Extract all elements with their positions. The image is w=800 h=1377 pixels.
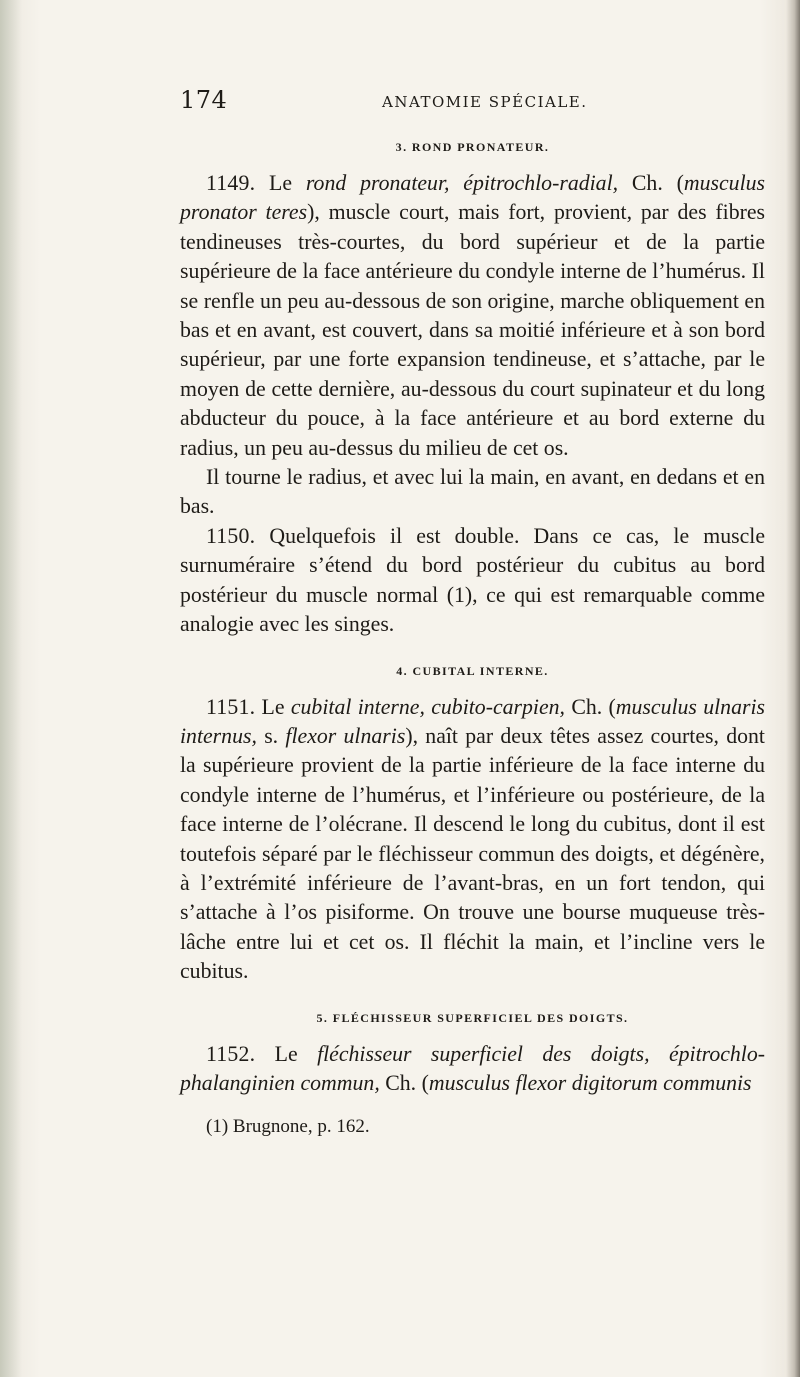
paragraph-action: Il tourne le radius, et avec lui la main, en avant, en dedans et en bas. (180, 465, 765, 519)
page-body (180, 140, 765, 1138)
page-left-shadow (0, 0, 22, 1377)
paragraph-number: 1151. (206, 694, 256, 719)
section-title-flechisseur-superficiel: 5. FLÉCHISSEUR SUPERFICIEL DES DOIGTS. (316, 1010, 629, 1025)
muscle-name-italic: rond pronateur, épitrochlo-radial, (305, 171, 619, 195)
latin-synonym-italic: flexor ulnaris (285, 723, 406, 748)
muscle-name-italic: cubital interne, cubito-carpien, (290, 694, 565, 719)
latin-name-italic: musculus pronator teres (180, 171, 766, 225)
paragraph-1152: 1152. Le fléchisseur superficiel des doigts, épitrochlo-phalanginien commun, Ch. (musculus flexor digitorum communis (180, 1041, 766, 1095)
page-right-edge (786, 0, 800, 1377)
section-title-rond-pronateur: 3. ROND PRONATEUR. (395, 140, 550, 154)
footnote: (1) Brugnone, p. 162. (206, 1116, 370, 1138)
page-number: 174 (180, 86, 228, 114)
paragraph-1149: 1149. Le rond pronateur, épitrochlo-radial, Ch. (musculus pronator teres), muscle court, mais fort, provient, par des fibres tendineuses très-courtes, du bord supérieur et de la partie supérieure de la face antérieure du condyle interne de l’humérus. Il se renfle un peu au-dessous de son origine, marche obliquement en bas et en avant, est couvert, dans sa moitié inférieure et à son bord supérieur, par une forte expansion tendineuse, et s’attache, par le moyen de cette dernière, au-dessous du court supinateur et du long abducteur du pouce, à la face antérieure et au bord externe du radius, un peu au-dessus du milieu de cet os. (180, 171, 766, 460)
running-title: ANATOMIE SPÉCIALE. (382, 93, 588, 111)
muscle-name-italic: fléchisseur superficiel des doigts, épitrochlo-phalanginien commun, (180, 1041, 766, 1095)
paragraph-1150: 1150. Quelquefois il est double. Dans ce cas, le muscle surnuméraire s’étend du bord postérieur du cubitus au bord postérieur du muscle normal (1), ce qui est remarquable comme analogie avec les singes. (180, 523, 765, 637)
latin-name-italic: musculus flexor digitorum communis (428, 1070, 752, 1095)
paragraph-number: 1149. (206, 171, 256, 195)
paragraph-number: 1152. (206, 1041, 256, 1066)
section-title-cubital-interne: 4. CUBITAL INTERNE. (396, 663, 549, 678)
paragraph-number: 1150. (206, 523, 256, 548)
latin-name-italic: musculus ulnaris internus, (180, 694, 766, 748)
page-header (180, 86, 680, 116)
paragraph-1151: 1151. Le cubital interne, cubito-carpien, Ch. (musculus ulnaris internus, s. flexor ulnaris), naît par deux têtes assez courtes, dont la supérieure provient de la partie inférieure de la face interne du condyle interne de l’humérus, et l’inférieure ou postérieure, de la face interne de l’olécrane. Il descend le long du cubitus, dont il est toutefois séparé par le fléchisseur commun des doigts, et dégénère, à l’extrémité inférieure de l’avant-bras, en un fort tendon, qui s’attache à l’os pisiforme. On trouve une bourse muqueuse très-lâche entre lui et cet os. Il fléchit la main, et l’incline vers le cubitus. (180, 694, 766, 984)
